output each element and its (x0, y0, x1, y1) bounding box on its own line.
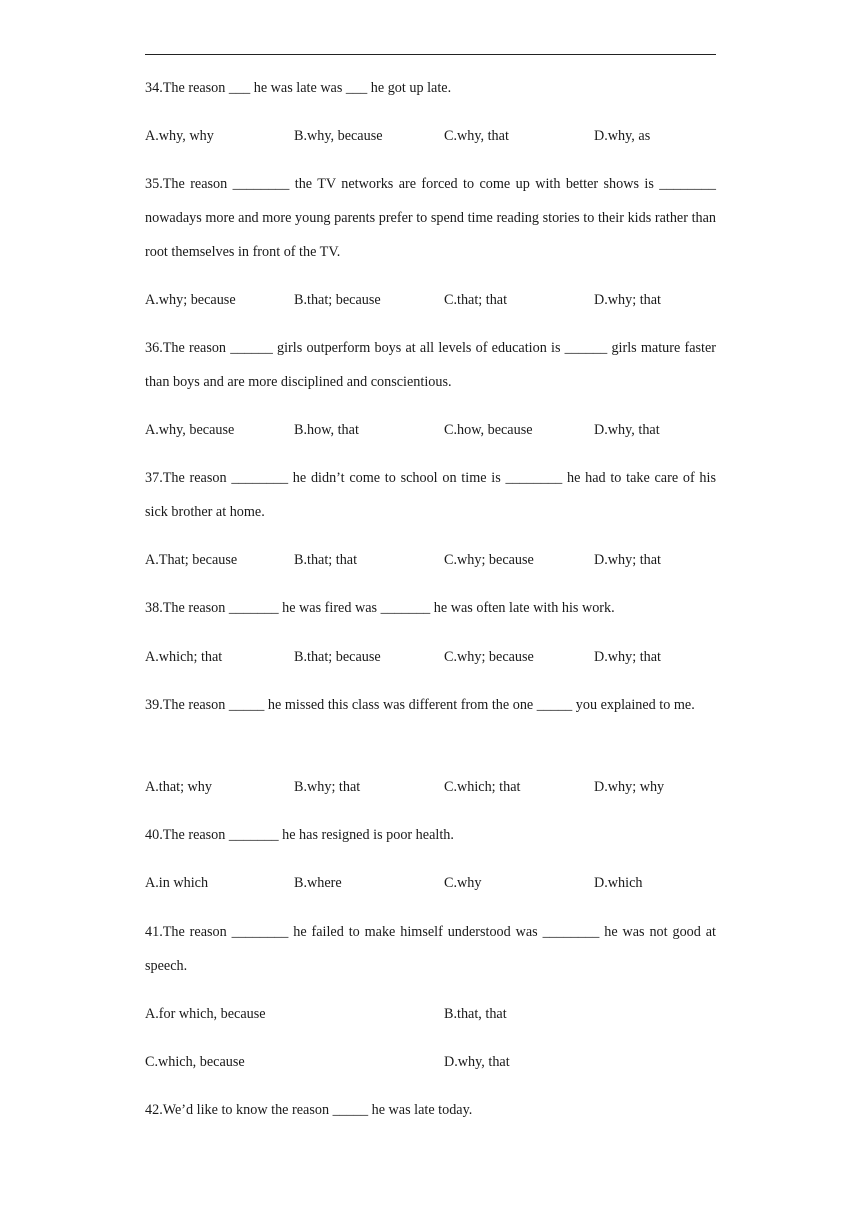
option-a[interactable]: A.why, because (145, 422, 235, 438)
option-d[interactable]: D.why, that (444, 1054, 510, 1070)
option-b[interactable]: B.where (294, 875, 342, 891)
option-c[interactable]: C.which, because (145, 1054, 245, 1070)
option-c[interactable]: C.why; because (444, 649, 534, 665)
option-d[interactable]: D.which (594, 875, 643, 891)
header-rule (145, 54, 716, 55)
option-b[interactable]: B.why, because (294, 128, 383, 144)
option-d[interactable]: D.why, that (594, 422, 660, 438)
option-a[interactable]: A.why, why (145, 128, 214, 144)
option-c[interactable]: C.why (444, 875, 482, 891)
question-34-options (145, 119, 716, 153)
question-38-stem: 38.The reason _______ he was fired was _______ he was often late with his work. (145, 600, 615, 616)
question-37-stem: 37.The reason ________ he didn’t come to school on time is ________ he had to take care of his sick brother at home. (145, 470, 716, 520)
question-36-options (145, 413, 716, 447)
option-a[interactable]: A.that; why (145, 779, 212, 795)
question-39-options (145, 770, 716, 804)
option-b[interactable]: B.that; because (294, 649, 381, 665)
question-34-stem: 34.The reason ___ he was late was ___ he got up late. (145, 80, 452, 96)
option-a[interactable]: A.which; that (145, 649, 223, 665)
option-d[interactable]: D.why; why (594, 779, 665, 795)
option-b[interactable]: B.that; that (294, 552, 358, 568)
question-41-options-row-2 (145, 1045, 716, 1079)
option-a[interactable]: A.for which, because (145, 1006, 266, 1022)
question-38-options (145, 640, 716, 674)
option-c[interactable]: C.how, because (444, 422, 533, 438)
option-c[interactable]: C.why, that (444, 128, 509, 144)
option-d[interactable]: D.why; that (594, 292, 661, 308)
question-40-stem: 40.The reason _______ he has resigned is poor health. (145, 827, 454, 843)
question-37-options (145, 543, 716, 577)
question-36-stem: 36.The reason ______ girls outperform boys at all levels of education is ______ girls mature faster than boys and are more disciplined and conscientious. (145, 340, 716, 390)
option-b[interactable]: B.why; that (294, 779, 361, 795)
question-41-options-row-1 (145, 997, 716, 1031)
option-b[interactable]: B.that; because (294, 292, 381, 308)
question-35-options (145, 283, 716, 317)
option-d[interactable]: D.why; that (594, 552, 661, 568)
option-b[interactable]: B.how, that (294, 422, 359, 438)
option-a[interactable]: A.in which (145, 875, 209, 891)
question-39-stem: 39.The reason _____ he missed this class was different from the one _____ you explained to me. (145, 697, 695, 713)
question-41-stem: 41.The reason ________ he failed to make himself understood was ________ he was not good at speech. (145, 924, 716, 974)
option-d[interactable]: D.why, as (594, 128, 651, 144)
option-a[interactable]: A.why; because (145, 292, 236, 308)
question-40-options (145, 866, 716, 900)
option-c[interactable]: C.which; that (444, 779, 521, 795)
option-c[interactable]: C.that; that (444, 292, 508, 308)
question-35-stem: 35.The reason ________ the TV networks are forced to come up with better shows is ________ nowadays more and more young parents prefer to spend time reading stories to their kids rather than root themselves in front of the TV. (145, 176, 716, 260)
option-c[interactable]: C.why; because (444, 552, 534, 568)
option-d[interactable]: D.why; that (594, 649, 661, 665)
option-b[interactable]: B.that, that (444, 1006, 507, 1022)
option-a[interactable]: A.That; because (145, 552, 238, 568)
question-42-stem: 42.We’d like to know the reason _____ he was late today. (145, 1102, 473, 1118)
